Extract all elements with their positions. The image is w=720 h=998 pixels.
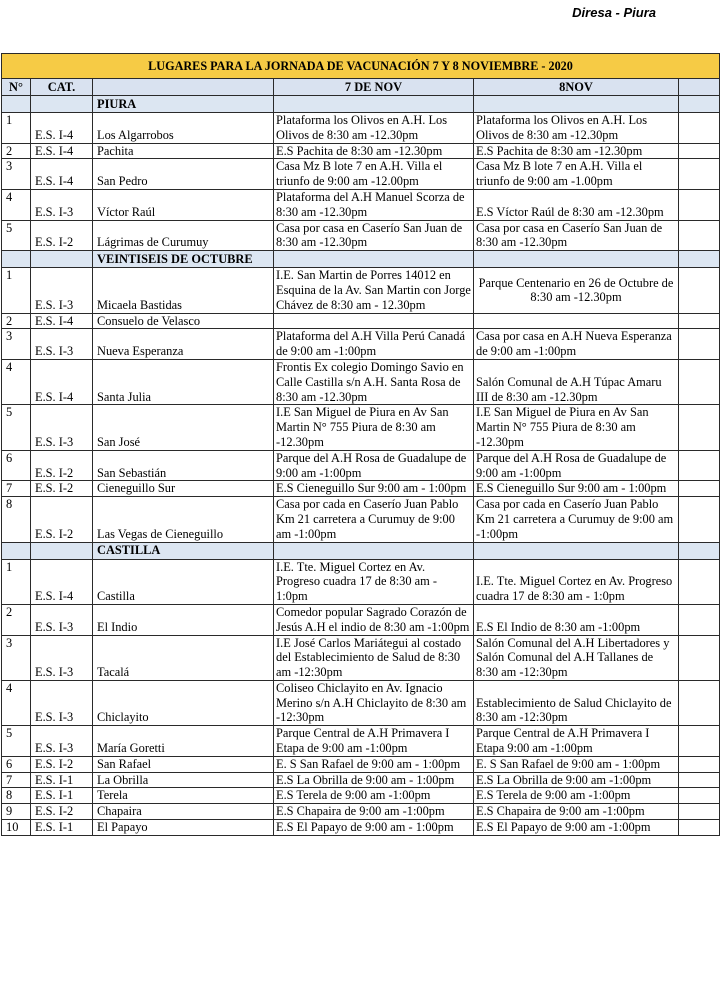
- row-establishment: El Papayo: [93, 820, 274, 836]
- row-day1-location: E.S Chapaira de 9:00 am -1:00pm: [274, 804, 474, 820]
- table-row: [2, 788, 720, 804]
- row-extra-cell: [679, 635, 720, 680]
- row-number: 5: [2, 220, 31, 251]
- table-row: [2, 313, 720, 329]
- row-category: E.S. I-4: [31, 113, 93, 144]
- table-title: LUGARES PARA LA JORNADA DE VACUNACIÓN 7 Y 8 NOVIEMBRE - 2020: [2, 54, 720, 79]
- section-day2-cell: [474, 96, 679, 113]
- row-extra-cell: [679, 329, 720, 360]
- row-category: E.S. I-2: [31, 450, 93, 481]
- row-category: E.S. I-3: [31, 680, 93, 725]
- table-row: [2, 143, 720, 159]
- row-number: 5: [2, 405, 31, 450]
- row-extra-cell: [679, 497, 720, 542]
- row-establishment: Pachita: [93, 143, 274, 159]
- row-establishment: Micaela Bastidas: [93, 268, 274, 313]
- section-row: [2, 542, 720, 559]
- col-header-extra: [679, 79, 720, 96]
- row-day2-location: Salón Comunal del A.H Libertadores y Salón Comunal del A.H Tallanes de 8:30 am -12:30pm: [474, 635, 679, 680]
- section-cat-cell: [31, 542, 93, 559]
- row-day2-location: Plataforma los Olivos en A.H. Los Olivos de 8:30 am -12.30pm: [474, 113, 679, 144]
- row-category: E.S. I-2: [31, 756, 93, 772]
- row-day2-location: E.S Víctor Raúl de 8:30 am -12.30pm: [474, 189, 679, 220]
- row-extra-cell: [679, 220, 720, 251]
- row-establishment: San Pedro: [93, 159, 274, 190]
- table-row: [2, 804, 720, 820]
- section-day1-cell: [274, 542, 474, 559]
- row-day1-location: E.S Terela de 9:00 am -1:00pm: [274, 788, 474, 804]
- row-number: 9: [2, 804, 31, 820]
- row-extra-cell: [679, 143, 720, 159]
- row-day2-location: Casa por casa en Caserío San Juan de 8:30 am -12.30pm: [474, 220, 679, 251]
- row-establishment: Nueva Esperanza: [93, 329, 274, 360]
- table-row: [2, 159, 720, 190]
- section-extra-cell: [679, 96, 720, 113]
- row-day1-location: Plataforma del A.H Villa Perú Canadá de 9:00 am -1:00pm: [274, 329, 474, 360]
- row-extra-cell: [679, 359, 720, 404]
- row-category: E.S. I-4: [31, 359, 93, 404]
- col-header-num: N°: [2, 79, 31, 96]
- row-day1-location: Parque del A.H Rosa de Guadalupe de 9:00 am -1:00pm: [274, 450, 474, 481]
- row-establishment: Consuelo de Velasco: [93, 313, 274, 329]
- row-day2-location: E.S Chapaira de 9:00 am -1:00pm: [474, 804, 679, 820]
- row-day1-location: Parque Central de A.H Primavera I Etapa de 9:00 am -1:00pm: [274, 726, 474, 757]
- header-row: [2, 79, 720, 96]
- row-day1-location: E. S San Rafael de 9:00 am - 1:00pm: [274, 756, 474, 772]
- table-row: [2, 497, 720, 542]
- row-day2-location: [474, 313, 679, 329]
- table-row: [2, 268, 720, 313]
- col-header-day2: 8NOV: [474, 79, 679, 96]
- row-number: 3: [2, 635, 31, 680]
- title-row: [2, 54, 720, 79]
- header-brand: Diresa - Piura: [572, 5, 656, 20]
- row-establishment: Castilla: [93, 559, 274, 604]
- row-extra-cell: [679, 788, 720, 804]
- row-day2-location: Parque Centenario en 26 de Octubre de 8:30 am -12.30pm: [474, 268, 679, 313]
- row-number: 2: [2, 143, 31, 159]
- section-cat-cell: [31, 96, 93, 113]
- row-day2-location: Casa por cada en Caserío Juan Pablo Km 21 carretera a Curumuy de 9:00 am -1:00pm: [474, 497, 679, 542]
- row-establishment: San Rafael: [93, 756, 274, 772]
- row-category: E.S. I-2: [31, 497, 93, 542]
- row-extra-cell: [679, 604, 720, 635]
- row-establishment: Las Vegas de Cieneguillo: [93, 497, 274, 542]
- row-establishment: San Sebastián: [93, 450, 274, 481]
- row-establishment: Víctor Raúl: [93, 189, 274, 220]
- row-category: E.S. I-4: [31, 143, 93, 159]
- row-extra-cell: [679, 559, 720, 604]
- row-number: 1: [2, 113, 31, 144]
- table-row: [2, 756, 720, 772]
- row-day1-location: E.S Pachita de 8:30 am -12.30pm: [274, 143, 474, 159]
- row-day1-location: I.E. Tte. Miguel Cortez en Av. Progreso cuadra 17 de 8:30 am - 1:0pm: [274, 559, 474, 604]
- row-number: 2: [2, 313, 31, 329]
- row-number: 4: [2, 680, 31, 725]
- row-number: 4: [2, 189, 31, 220]
- row-day2-location: E.S La Obrilla de 9:00 am -1:00pm: [474, 772, 679, 788]
- table-row: [2, 329, 720, 360]
- row-day2-location: I.E. Tte. Miguel Cortez en Av. Progreso cuadra 17 de 8:30 am - 1:0pm: [474, 559, 679, 604]
- row-day1-location: E.S El Papayo de 9:00 am - 1:00pm: [274, 820, 474, 836]
- row-day2-location: E. S San Rafael de 9:00 am - 1:00pm: [474, 756, 679, 772]
- row-category: E.S. I-1: [31, 820, 93, 836]
- row-extra-cell: [679, 450, 720, 481]
- row-day2-location: Parque Central de A.H Primavera I Etapa 9:00 am -1:00pm: [474, 726, 679, 757]
- table-row: [2, 359, 720, 404]
- row-extra-cell: [679, 113, 720, 144]
- row-establishment: Lágrimas de Curumuy: [93, 220, 274, 251]
- row-day2-location: Salón Comunal de A.H Túpac Amaru III de 8:30 am -12.30pm: [474, 359, 679, 404]
- row-extra-cell: [679, 772, 720, 788]
- row-establishment: Chapaira: [93, 804, 274, 820]
- row-category: E.S. I-3: [31, 604, 93, 635]
- row-category: E.S. I-1: [31, 772, 93, 788]
- col-header-establishment: [93, 79, 274, 96]
- row-number: 7: [2, 772, 31, 788]
- row-day2-location: Casa por casa en A.H Nueva Esperanza de 9:00 am -1:00pm: [474, 329, 679, 360]
- row-extra-cell: [679, 159, 720, 190]
- row-establishment: Terela: [93, 788, 274, 804]
- row-day2-location: I.E San Miguel de Piura en Av San Martin N° 755 Piura de 8:30 am -12.30pm: [474, 405, 679, 450]
- row-extra-cell: [679, 481, 720, 497]
- row-day1-location: I.E San Miguel de Piura en Av San Martin N° 755 Piura de 8:30 am -12.30pm: [274, 405, 474, 450]
- section-extra-cell: [679, 251, 720, 268]
- section-row: [2, 251, 720, 268]
- row-category: E.S. I-3: [31, 635, 93, 680]
- section-cat-cell: [31, 251, 93, 268]
- row-day1-location: Frontis Ex colegio Domingo Savio en Calle Castilla s/n A.H. Santa Rosa de 8:30 am -12.30pm: [274, 359, 474, 404]
- row-day1-location: Plataforma del A.H Manuel Scorza de 8:30 am -12.30pm: [274, 189, 474, 220]
- table-row: [2, 820, 720, 836]
- section-name: PIURA: [93, 96, 274, 113]
- row-day1-location: Plataforma los Olivos en A.H. Los Olivos de 8:30 am -12.30pm: [274, 113, 474, 144]
- table-row: [2, 604, 720, 635]
- row-number: 1: [2, 268, 31, 313]
- section-num-cell: [2, 542, 31, 559]
- row-extra-cell: [679, 726, 720, 757]
- vaccination-table: [1, 53, 720, 836]
- row-day2-location: Casa Mz B lote 7 en A.H. Villa el triunfo de 9:00 am -1.00pm: [474, 159, 679, 190]
- section-day1-cell: [274, 251, 474, 268]
- row-day1-location: Casa por cada en Caserío Juan Pablo Km 21 carretera a Curumuy de 9:00 am -1:00pm: [274, 497, 474, 542]
- row-number: 1: [2, 559, 31, 604]
- row-establishment: La Obrilla: [93, 772, 274, 788]
- row-category: E.S. I-4: [31, 559, 93, 604]
- section-extra-cell: [679, 542, 720, 559]
- table-row: [2, 680, 720, 725]
- row-category: E.S. I-2: [31, 220, 93, 251]
- row-extra-cell: [679, 189, 720, 220]
- row-day1-location: E.S La Obrilla de 9:00 am - 1:00pm: [274, 772, 474, 788]
- row-category: E.S. I-3: [31, 189, 93, 220]
- row-day1-location: I.E. San Martin de Porres 14012 en Esquina de la Av. San Martin con Jorge Chávez de 8:30 am - 12.30pm: [274, 268, 474, 313]
- row-extra-cell: [679, 680, 720, 725]
- row-day2-location: Establecimiento de Salud Chiclayito de 8:30 am -12:30pm: [474, 680, 679, 725]
- section-day1-cell: [274, 96, 474, 113]
- row-extra-cell: [679, 268, 720, 313]
- row-number: 3: [2, 159, 31, 190]
- row-category: E.S. I-3: [31, 329, 93, 360]
- row-number: 5: [2, 726, 31, 757]
- row-extra-cell: [679, 804, 720, 820]
- row-category: E.S. I-1: [31, 788, 93, 804]
- section-day2-cell: [474, 542, 679, 559]
- row-establishment: El Indio: [93, 604, 274, 635]
- row-category: E.S. I-3: [31, 726, 93, 757]
- section-num-cell: [2, 251, 31, 268]
- section-day2-cell: [474, 251, 679, 268]
- row-number: 7: [2, 481, 31, 497]
- row-number: 10: [2, 820, 31, 836]
- section-num-cell: [2, 96, 31, 113]
- row-day1-location: E.S Cieneguillo Sur 9:00 am - 1:00pm: [274, 481, 474, 497]
- row-day2-location: E.S Terela de 9:00 am -1:00pm: [474, 788, 679, 804]
- row-day1-location: [274, 313, 474, 329]
- row-day1-location: I.E José Carlos Mariátegui al costado del Establecimiento de Salud de 8:30 am -12:30pm: [274, 635, 474, 680]
- row-category: E.S. I-4: [31, 159, 93, 190]
- row-extra-cell: [679, 820, 720, 836]
- section-row: [2, 96, 720, 113]
- row-number: 4: [2, 359, 31, 404]
- row-number: 8: [2, 497, 31, 542]
- section-name: CASTILLA: [93, 542, 274, 559]
- table-row: [2, 405, 720, 450]
- table-row: [2, 189, 720, 220]
- row-day2-location: E.S El Indio de 8:30 am -1:00pm: [474, 604, 679, 635]
- row-number: 6: [2, 756, 31, 772]
- table-row: [2, 559, 720, 604]
- row-establishment: Cieneguillo Sur: [93, 481, 274, 497]
- row-establishment: Chiclayito: [93, 680, 274, 725]
- table-row: [2, 113, 720, 144]
- section-name: VEINTISEIS DE OCTUBRE: [93, 251, 274, 268]
- col-header-cat: CAT.: [31, 79, 93, 96]
- row-extra-cell: [679, 313, 720, 329]
- col-header-day1: 7 DE NOV: [274, 79, 474, 96]
- row-day1-location: Coliseo Chiclayito en Av. Ignacio Merino s/n A.H Chiclayito de 8:30 am -12:30pm: [274, 680, 474, 725]
- row-extra-cell: [679, 756, 720, 772]
- row-number: 8: [2, 788, 31, 804]
- row-day2-location: E.S El Papayo de 9:00 am -1:00pm: [474, 820, 679, 836]
- row-day2-location: Parque del A.H Rosa de Guadalupe de 9:00 am -1:00pm: [474, 450, 679, 481]
- table-row: [2, 450, 720, 481]
- row-day2-location: E.S Pachita de 8:30 am -12.30pm: [474, 143, 679, 159]
- row-establishment: Santa Julia: [93, 359, 274, 404]
- row-extra-cell: [679, 405, 720, 450]
- row-day1-location: Casa Mz B lote 7 en A.H. Villa el triunfo de 9:00 am -12.00pm: [274, 159, 474, 190]
- table-row: [2, 772, 720, 788]
- row-number: 6: [2, 450, 31, 481]
- row-category: E.S. I-3: [31, 405, 93, 450]
- table-row: [2, 635, 720, 680]
- row-day1-location: Comedor popular Sagrado Corazón de Jesús A.H el indio de 8:30 am -1:00pm: [274, 604, 474, 635]
- row-establishment: San José: [93, 405, 274, 450]
- table-row: [2, 220, 720, 251]
- row-category: E.S. I-2: [31, 481, 93, 497]
- table-row: [2, 726, 720, 757]
- row-day1-location: Casa por casa en Caserío San Juan de 8:30 am -12.30pm: [274, 220, 474, 251]
- row-number: 3: [2, 329, 31, 360]
- row-establishment: Tacalá: [93, 635, 274, 680]
- table-row: [2, 481, 720, 497]
- row-day2-location: E.S Cieneguillo Sur 9:00 am - 1:00pm: [474, 481, 679, 497]
- row-category: E.S. I-2: [31, 804, 93, 820]
- row-establishment: Los Algarrobos: [93, 113, 274, 144]
- row-category: E.S. I-3: [31, 268, 93, 313]
- row-category: E.S. I-4: [31, 313, 93, 329]
- row-establishment: María Goretti: [93, 726, 274, 757]
- row-number: 2: [2, 604, 31, 635]
